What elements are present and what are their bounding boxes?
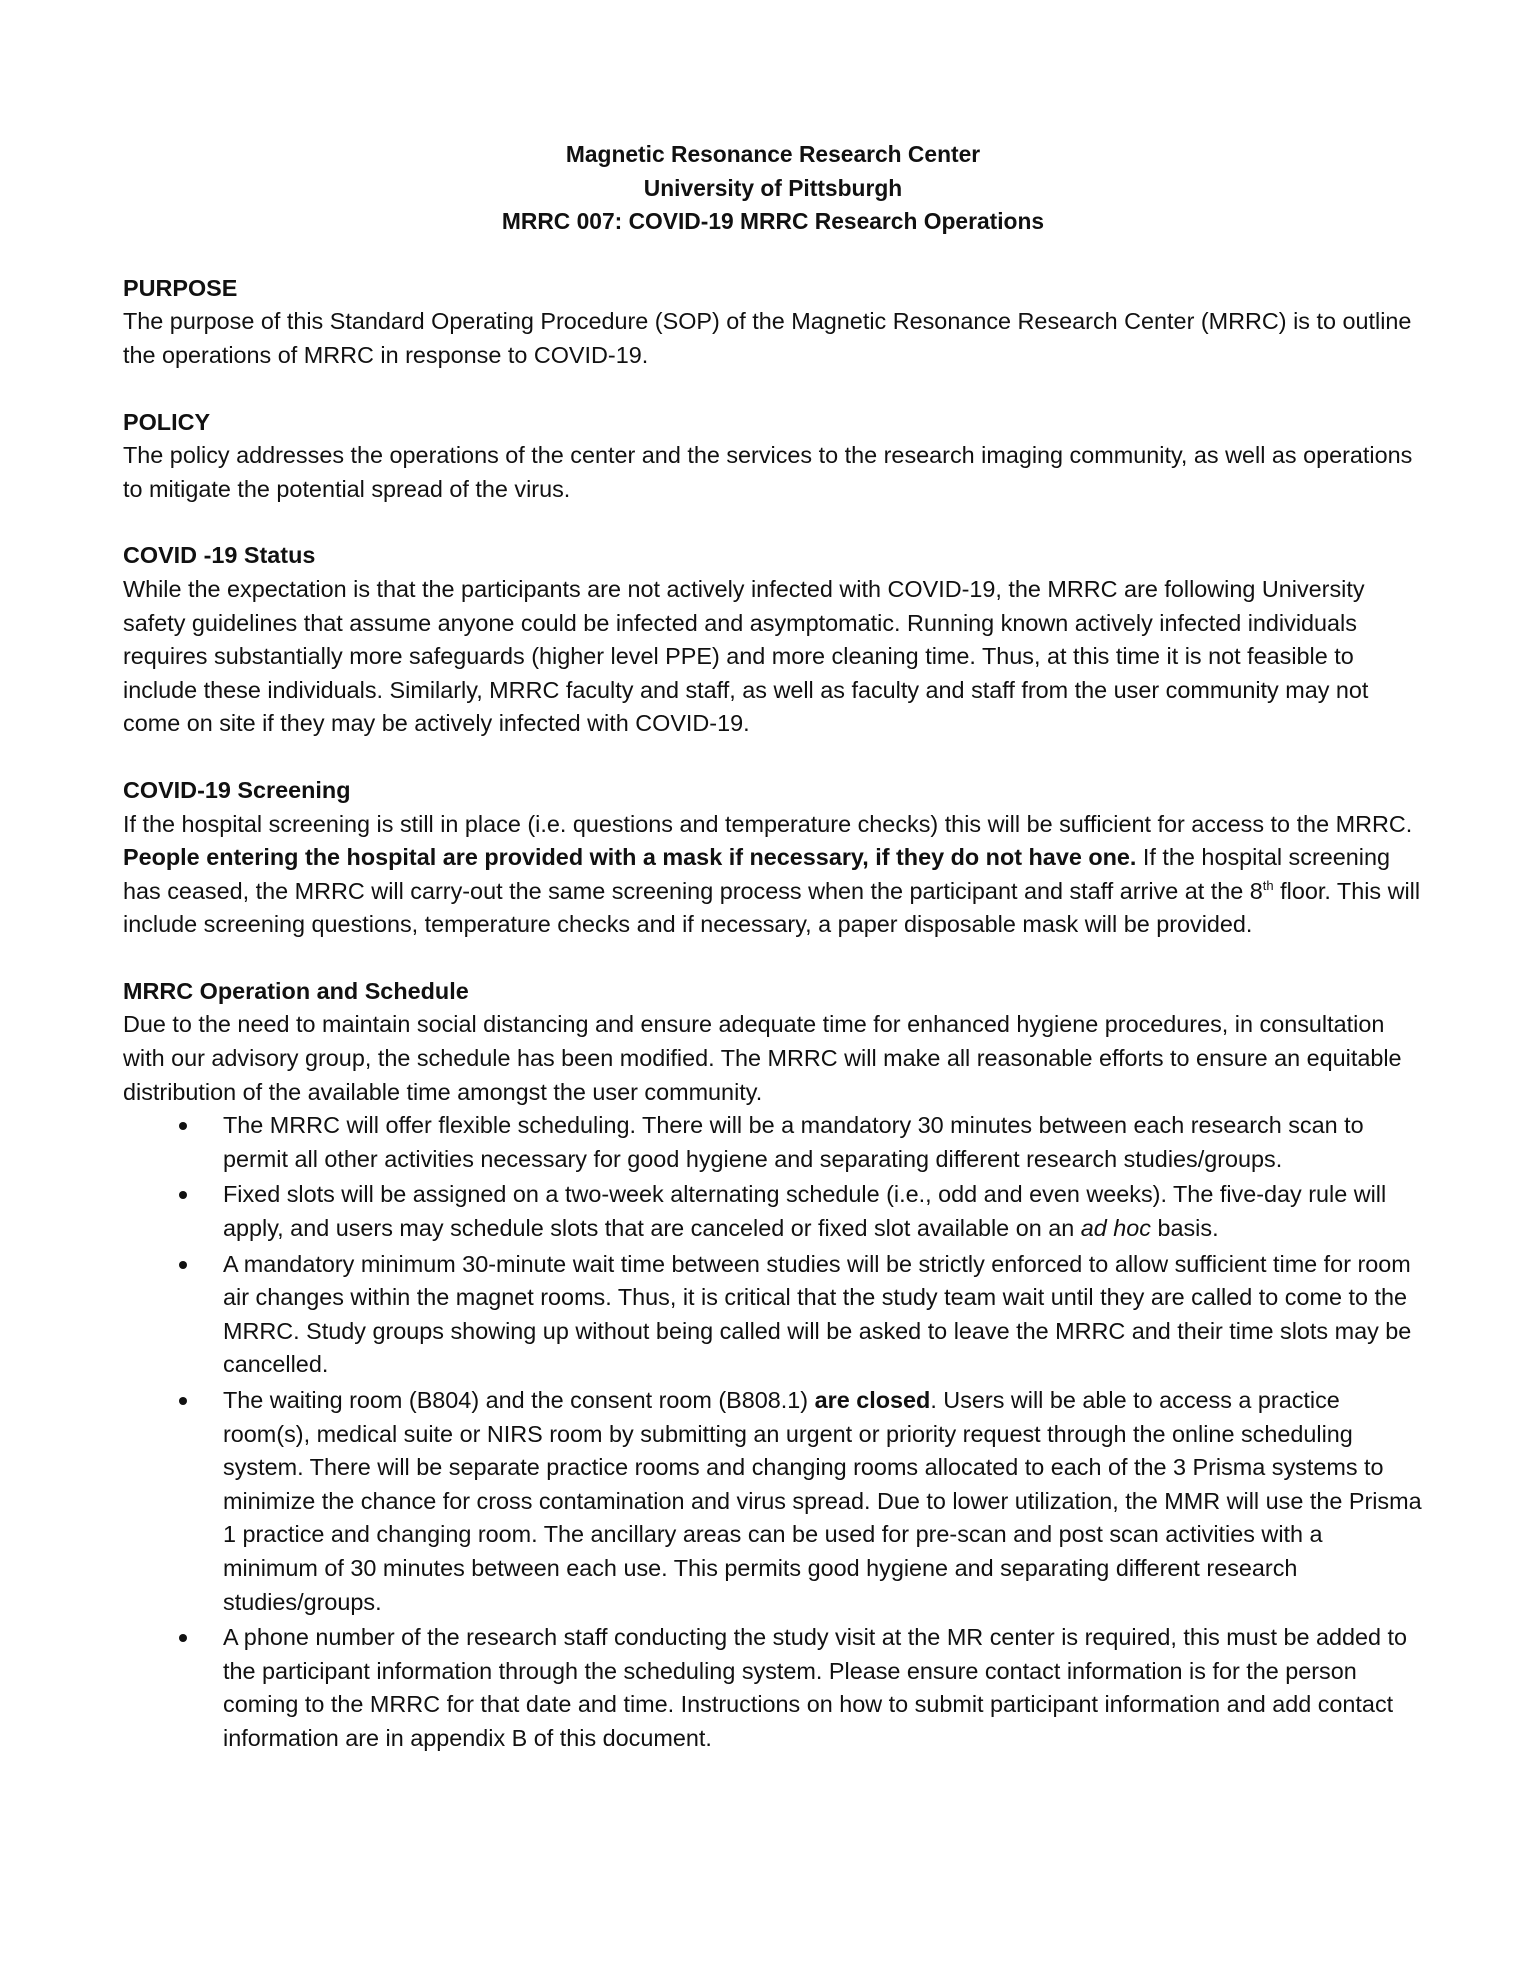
operation-heading: MRRC Operation and Schedule (123, 977, 469, 1004)
floor-superscript: th (1262, 877, 1274, 893)
screening-text-b: If the hospital screening has ceased, the MRRC will carry-out the same screening process when the participant and staff arrive at the 8 (123, 844, 1390, 904)
status-heading: COVID -19 Status (123, 542, 316, 569)
bullet-text-a: Fixed slots will be assigned on a two-week alternating schedule (i.e., odd and even weeks). The five-day rule will apply, and users may schedule slots that are canceled or fixed slot available on an (223, 1181, 1387, 1242)
document-page (123, 138, 1423, 1789)
bullet-icon (179, 1634, 187, 1642)
list-item (123, 1384, 1423, 1619)
bullet-text-b: basis. (1150, 1215, 1219, 1242)
purpose-section (123, 272, 1423, 373)
screening-text-a: If the hospital screening is still in place (i.e. questions and temperature checks) this will be sufficient for access to the MRRC. (123, 810, 1413, 837)
document-title-block (123, 138, 1423, 239)
operation-intro: Due to the need to maintain social distancing and ensure adequate time for enhanced hygiene procedures, in consultation with our advisory group, the schedule has been modified. The MRRC will make all reasonable efforts to ensure an equitable distribution of the available time amongst the user community. (123, 1011, 1402, 1105)
status-text: While the expectation is that the participants are not actively infected with COVID-19, the MRRC are following University safety guidelines that assume anyone could be infected and asymptomatic. Running known actively infected individuals requires substantially more safeguards (higher level PPE) and more cleaning time. Thus, at this time it is not feasible to include these individuals. Similarly, MRRC faculty and staff, as well as faculty and staff from the user community may not come on site if they may be actively infected with COVID-19. (123, 575, 1369, 737)
screening-text-c: floor. This will include screening questions, temperature checks and if necessary, a paper disposable mask will be provided. (123, 877, 1421, 938)
bullet-text-italic: ad hoc (1080, 1215, 1151, 1242)
policy-section (123, 406, 1423, 507)
list-item (123, 1248, 1423, 1382)
operation-bullet-list (123, 1109, 1423, 1755)
bullet-text-bold: are closed (814, 1387, 931, 1413)
list-item (123, 1109, 1423, 1176)
bullet-text-b: . Users will be able to access a practice room(s), medical suite or NIRS room by submitting an urgent or priority request through the online scheduling system. There will be separate practice rooms and changing rooms allocated to each of the 3 Prisma systems to minimize the chance for cross contamination and virus spread. Due to lower utilization, the MMR will use the Prisma 1 practice and changing room. The ancillary areas can be used for pre-scan and post scan activities with a minimum of 30 minutes between each use. This permits good hygiene and separating different research studies/groups. (223, 1387, 1422, 1615)
bullet-icon (179, 1397, 187, 1405)
bullet-icon (179, 1261, 187, 1269)
bullet-text: A mandatory minimum 30-minute wait time between studies will be strictly enforced to allow sufficient time for room air changes within the magnet rooms. Thus, it is critical that the study team wait until they are called to come to the MRRC. Study groups showing up without being called will be asked to leave the MRRC and their time slots may be cancelled. (223, 1250, 1412, 1378)
list-item (123, 1621, 1423, 1755)
policy-heading: POLICY (123, 408, 211, 435)
screening-section (123, 774, 1423, 942)
bullet-text-a: The waiting room (B804) and the consent room (B808.1) (223, 1387, 815, 1413)
operation-section (123, 975, 1423, 1756)
status-section (123, 539, 1423, 741)
policy-text: The policy addresses the operations of the center and the services to the research imaging community, as well as operations to mitigate the potential spread of the virus. (123, 442, 1413, 502)
purpose-heading: PURPOSE (123, 274, 238, 301)
bullet-icon (179, 1122, 187, 1130)
purpose-text: The purpose of this Standard Operating Procedure (SOP) of the Magnetic Resonance Research Center (MRRC) is to outline the operations of MRRC in response to COVID-19. (123, 308, 1412, 368)
screening-text (123, 808, 1423, 942)
bullet-text: A phone number of the research staff conducting the study visit at the MR center is required, this must be added to the participant information through the scheduling system. Please ensure contact information is for the person coming to the MRRC for that date and time. Instructions on how to submit participant information and add contact information are in appendix B of this document. (223, 1624, 1408, 1751)
screening-text-bold: People entering the hospital are provided with a mask if necessary, if they do not have one. (123, 844, 1137, 871)
bullet-text: The MRRC will offer flexible scheduling. There will be a mandatory 30 minutes between each research scan to permit all other activities necessary for good hygiene and separating different research studies/groups. (223, 1112, 1364, 1172)
document-title: MRRC 007: COVID-19 MRRC Research Operations (501, 208, 1045, 235)
list-item (123, 1178, 1423, 1245)
center-name: Magnetic Resonance Research Center (565, 141, 981, 167)
screening-heading: COVID-19 Screening (123, 776, 351, 803)
university-name: University of Pittsburgh (643, 174, 903, 201)
bullet-icon (179, 1191, 187, 1199)
